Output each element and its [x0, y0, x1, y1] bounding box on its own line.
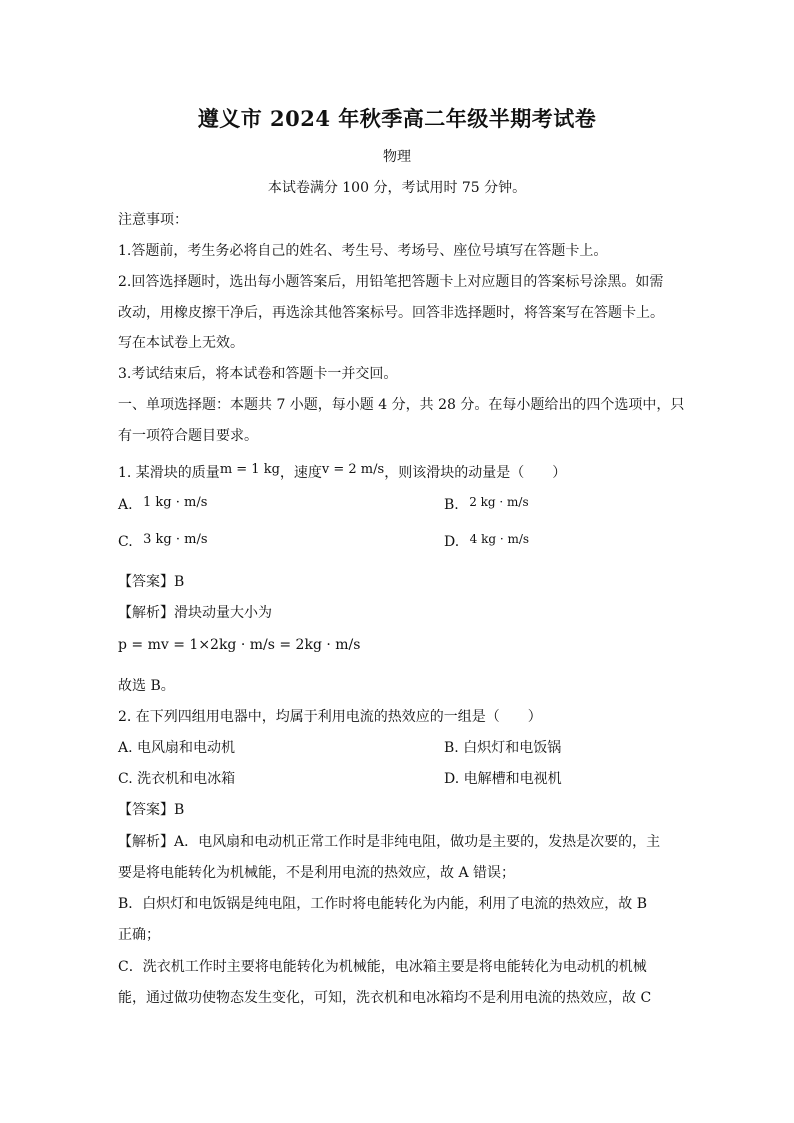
exam-title: 遵义市 2024 年秋季高二年级半期考试卷: [197, 106, 597, 131]
option-a-label: A.: [118, 497, 133, 513]
question-1-option-d: [444, 534, 529, 550]
question-2-analysis-line-6: 能，通过做功使物态发生变化，可知，洗衣机和电冰箱均不是利用电流的热效应，故 C: [118, 990, 652, 1006]
notes-item-2-line-3: 写在本试卷上无效。: [118, 335, 244, 351]
question-1-analysis: 【解析】滑块动量大小为: [118, 605, 272, 621]
question-1-option-b: [444, 497, 529, 513]
question-1-conclusion: 故选 B。: [118, 678, 175, 694]
question-2-stem: 2. 在下列四组用电器中，均属于利用电流的热效应的一组是（ ）: [118, 709, 542, 725]
notes-item-2-line-2: 改动，用橡皮擦干净后，再选涂其他答案标号。回答非选择题时，将答案写在答题卡上。: [118, 305, 664, 321]
option-d-label: D.: [444, 534, 460, 550]
question-1-mass: m = 1 kg: [219, 462, 280, 477]
section-1-heading-line-1: 一、单项选择题：本题共 7 小题，每小题 4 分，共 28 分。在每小题给出的四个选项中，只: [118, 397, 685, 413]
option-b-value: 2 kg · m/s: [469, 495, 529, 509]
question-2-analysis-line-2: 要是将电能转化为机械能，不是利用电流的热效应，故 A 错误；: [118, 865, 516, 881]
question-2-option-d: D. 电解槽和电视机: [444, 771, 562, 787]
option-c-value: 3 kg · m/s: [143, 532, 208, 547]
question-2-answer: 【答案】B: [118, 802, 185, 818]
question-1-option-a: [118, 497, 207, 513]
question-1-option-c: [118, 534, 208, 550]
question-1-answer: 【答案】B: [118, 574, 185, 590]
notes-item-3: 3.考试结束后，将本试卷和答题卡一并交回。: [118, 366, 398, 382]
question-1-text-b: ，速度: [279, 465, 322, 481]
exam-score-info: 本试卷满分 100 分，考试用时 75 分钟。: [267, 180, 527, 196]
option-d-value: 4 kg · m/s: [469, 532, 530, 546]
section-1-heading-line-2: 有一项符合题目要求。: [118, 428, 258, 444]
notes-heading: 注意事项：: [118, 212, 188, 228]
notes-item-2-line-1: 2.回答选择题时，选出每小题答案后，用铅笔把答题卡上对应题目的答案标号涂黑。如需: [118, 274, 664, 290]
question-2-analysis-line-3: B．白炽灯和电饭锅是纯电阻，工作时将电能转化为内能，利用了电流的热效应，故 B: [118, 896, 648, 912]
question-2-option-b: B. 白炽灯和电饭锅: [444, 740, 562, 756]
question-2-analysis-line-1: 【解析】A．电风扇和电动机正常工作时是非纯电阻，做功是主要的，发热是次要的，主: [118, 834, 661, 850]
option-c-label: C.: [118, 534, 133, 550]
question-1-text-c: ，则该滑块的动量是（ ）: [384, 465, 567, 481]
question-2-option-c: C. 洗衣机和电冰箱: [118, 771, 236, 787]
option-b-label: B.: [444, 497, 459, 513]
notes-item-1: 1.答题前，考生务必将自己的姓名、考生号、考场号、座位号填写在答题卡上。: [118, 243, 608, 259]
question-1-velocity: v = 2 m/s: [321, 462, 385, 477]
question-2-analysis-line-4: 正确；: [118, 927, 160, 943]
exam-subject: 物理: [383, 149, 411, 165]
question-1-stem: [118, 462, 566, 482]
option-a-value: 1 kg · m/s: [143, 495, 208, 510]
question-2-option-a: A. 电风扇和电动机: [118, 740, 236, 756]
question-1-text-a: 1. 某滑块的质量: [118, 465, 220, 481]
question-2-analysis-line-5: C．洗衣机工作时主要将电能转化为机械能，电冰箱主要是将电能转化为电动机的机械: [118, 959, 647, 975]
question-1-formula: p = mv = 1×2kg · m/s = 2kg · m/s: [118, 637, 361, 653]
